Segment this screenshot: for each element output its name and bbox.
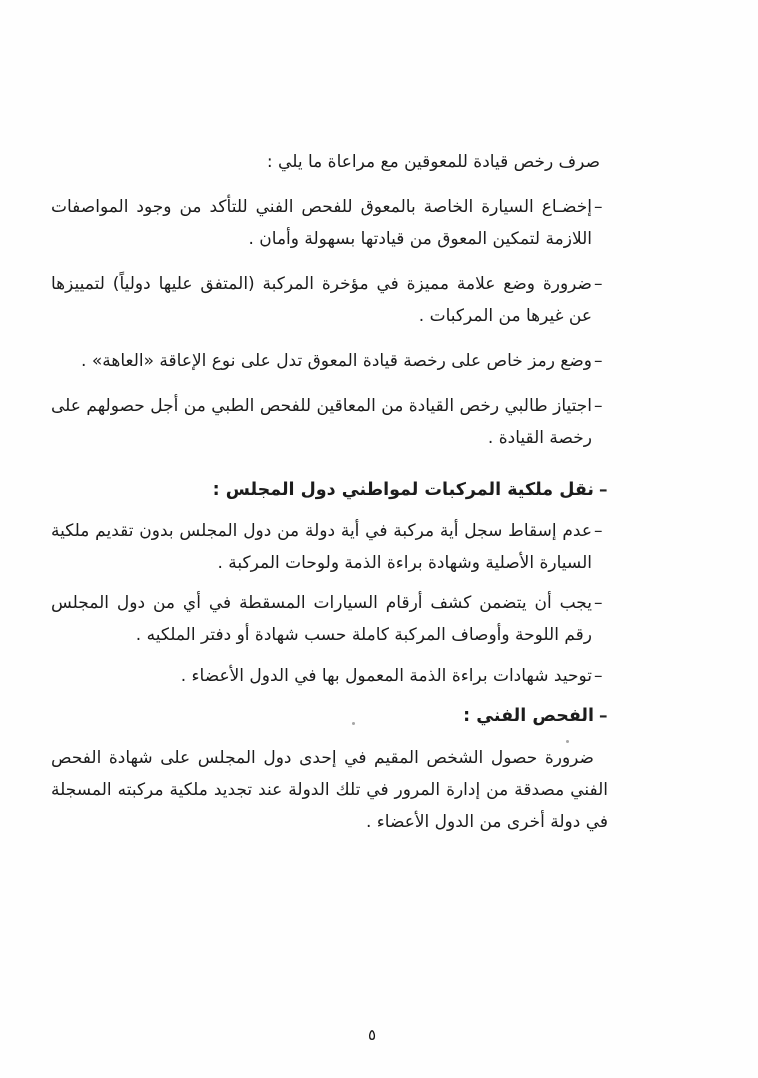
bullet-item-clearance-certificates: [51, 660, 608, 692]
intro-paragraph: [51, 146, 608, 178]
bullet-text: اجتياز طالبي رخص القيادة من المعاقين للفحص الطبي من أجل حصولهم على رخصة القيادة .: [51, 396, 592, 448]
closing-paragraph: [51, 742, 608, 838]
bullet-text: وضع رمز خاص على رخصة قيادة المعوق تدل على نوع الإعاقة «العاهة» .: [81, 351, 592, 371]
page-number: ٥: [367, 1026, 377, 1044]
bullet-item-record-cancellation: [51, 515, 608, 579]
bullet-text: إخضـاع السيارة الخاصة بالمعوق للفحص الفني للتأكد من وجود المواصفات اللازمة لتمكين المعوق من قيادتها بسهولة وأمان .: [51, 197, 592, 249]
bullet-dash-icon: –: [594, 396, 603, 416]
scan-speck: [566, 740, 569, 743]
bullet-text: يجب أن يتضمن كشف أرقام السيارات المسقطة في أي من دول المجلس رقم اللوحة وأوصاف المركبة كاملة حسب شهادة أو دفتر الملكيه .: [51, 593, 592, 645]
intro-text: صرف رخص قيادة للمعوقين مع مراعاة ما يلي :: [266, 152, 600, 172]
bullet-item-vehicle-inspection: [51, 191, 608, 255]
bullet-item-plate-statement: [51, 587, 608, 651]
heading-text: نقل ملكية المركبات لمواطني دول المجلس :: [212, 480, 594, 500]
section-heading-technical-inspection: [51, 700, 608, 732]
bullet-item-distinctive-mark: [51, 268, 608, 332]
bullet-text: توحيد شهادات براءة الذمة المعمول بها في الدول الأعضاء .: [180, 666, 592, 686]
section-heading-ownership-transfer: [51, 474, 608, 506]
document-text-block: [51, 146, 608, 851]
bullet-item-license-symbol: [51, 345, 608, 377]
bullet-dash-icon: –: [594, 351, 603, 371]
closing-text: ضرورة حصول الشخص المقيم في إحدى دول المجلس على شهادة الفحص الفني مصدقة من إدارة المرور في تلك الدولة عند تجديد ملكية مركبته المسجلة في دولة أخرى من الدول الأعضاء .: [51, 748, 608, 832]
bullet-dash-icon: –: [594, 197, 603, 217]
bullet-text: عدم إسقاط سجل أية مركبة في أية دولة من دول المجلس بدون تقديم ملكية السيارة الأصلية وشهادة براءة الذمة ولوحات المركبة .: [51, 521, 592, 573]
bullet-dash-icon: –: [594, 274, 603, 294]
heading-dash-icon: –: [599, 706, 608, 726]
bullet-text: ضرورة وضع علامة مميزة في مؤخرة المركبة (المتفق عليها دولياً) لتمييزها عن غيرها من المركبات .: [51, 274, 592, 326]
scan-speck: [352, 722, 355, 725]
bullet-dash-icon: –: [594, 593, 603, 613]
heading-text: الفحص الفني :: [463, 706, 594, 726]
bullet-dash-icon: –: [594, 521, 603, 541]
bullet-dash-icon: –: [594, 666, 603, 686]
bullet-item-medical-exam: [51, 390, 608, 454]
heading-dash-icon: –: [599, 480, 608, 500]
